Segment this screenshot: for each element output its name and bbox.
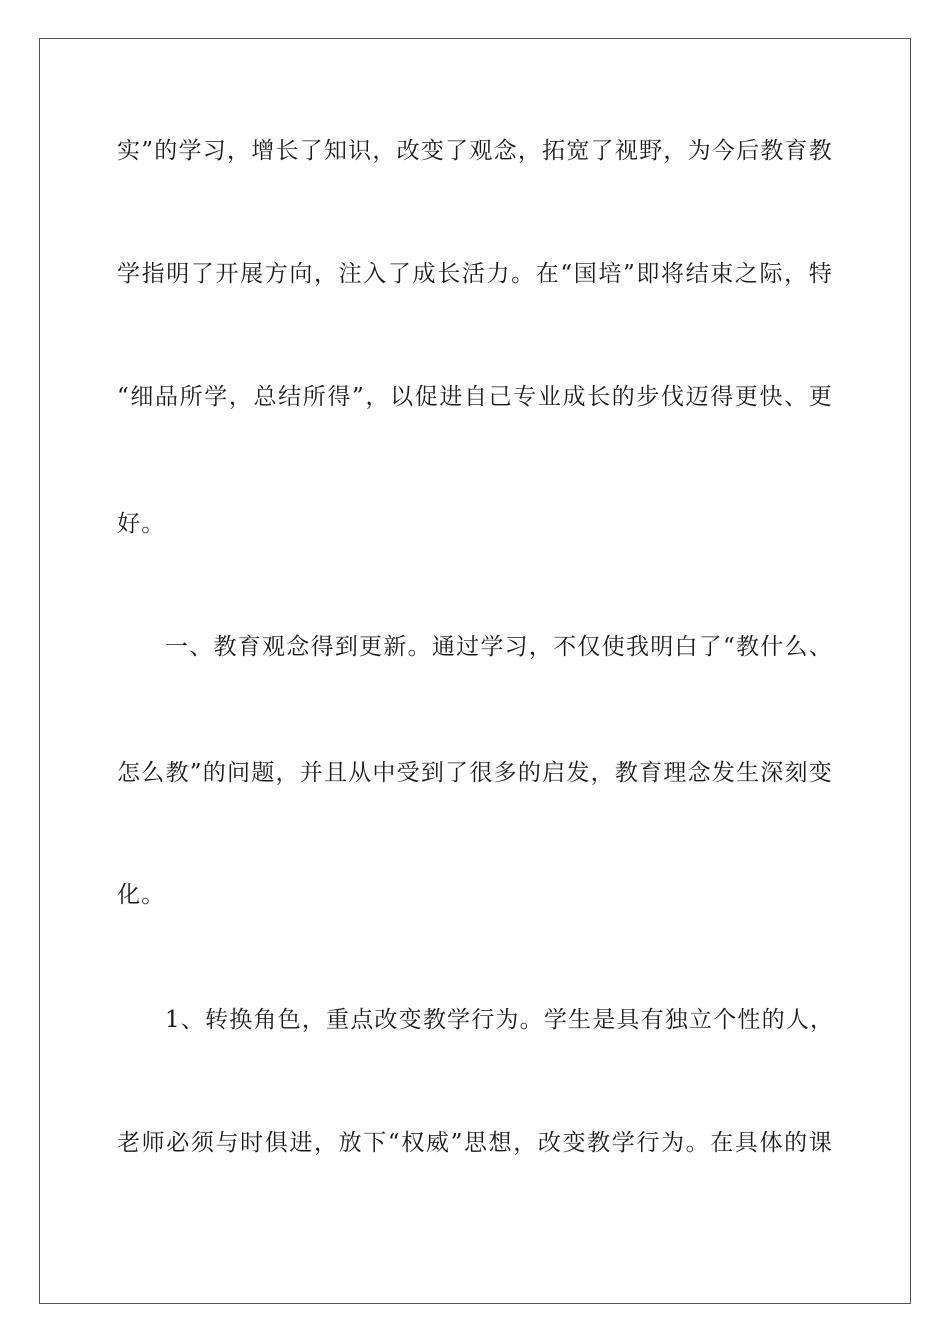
text-line: 实”的学习，增长了知识，改变了观念，拓宽了视野，为今后教育教 [117, 138, 833, 164]
page-border [39, 38, 911, 1304]
text-line: 学指明了开展方向，注入了成长活力。在“国培”即将结束之际，特 [117, 261, 833, 287]
text-line: “细品所学，总结所得”，以促进自己专业成长的步伐迈得更快、更 [117, 384, 833, 410]
text-line: 老师必须与时俱进，放下“权威”思想，改变教学行为。在具体的课 [117, 1130, 833, 1156]
text-line: 好。 [117, 511, 166, 537]
section-heading: 一、教育观念得到更新。通过学习，不仅使我明白了“教什么、 [165, 634, 833, 660]
numbered-paragraph: 1、转换角色，重点改变教学行为。学生是具有独立个性的人， [165, 1007, 835, 1033]
text-line: 化。 [117, 882, 166, 908]
text-line: 怎么教”的问题，并且从中受到了很多的启发，教育理念发生深刻变 [117, 760, 833, 786]
